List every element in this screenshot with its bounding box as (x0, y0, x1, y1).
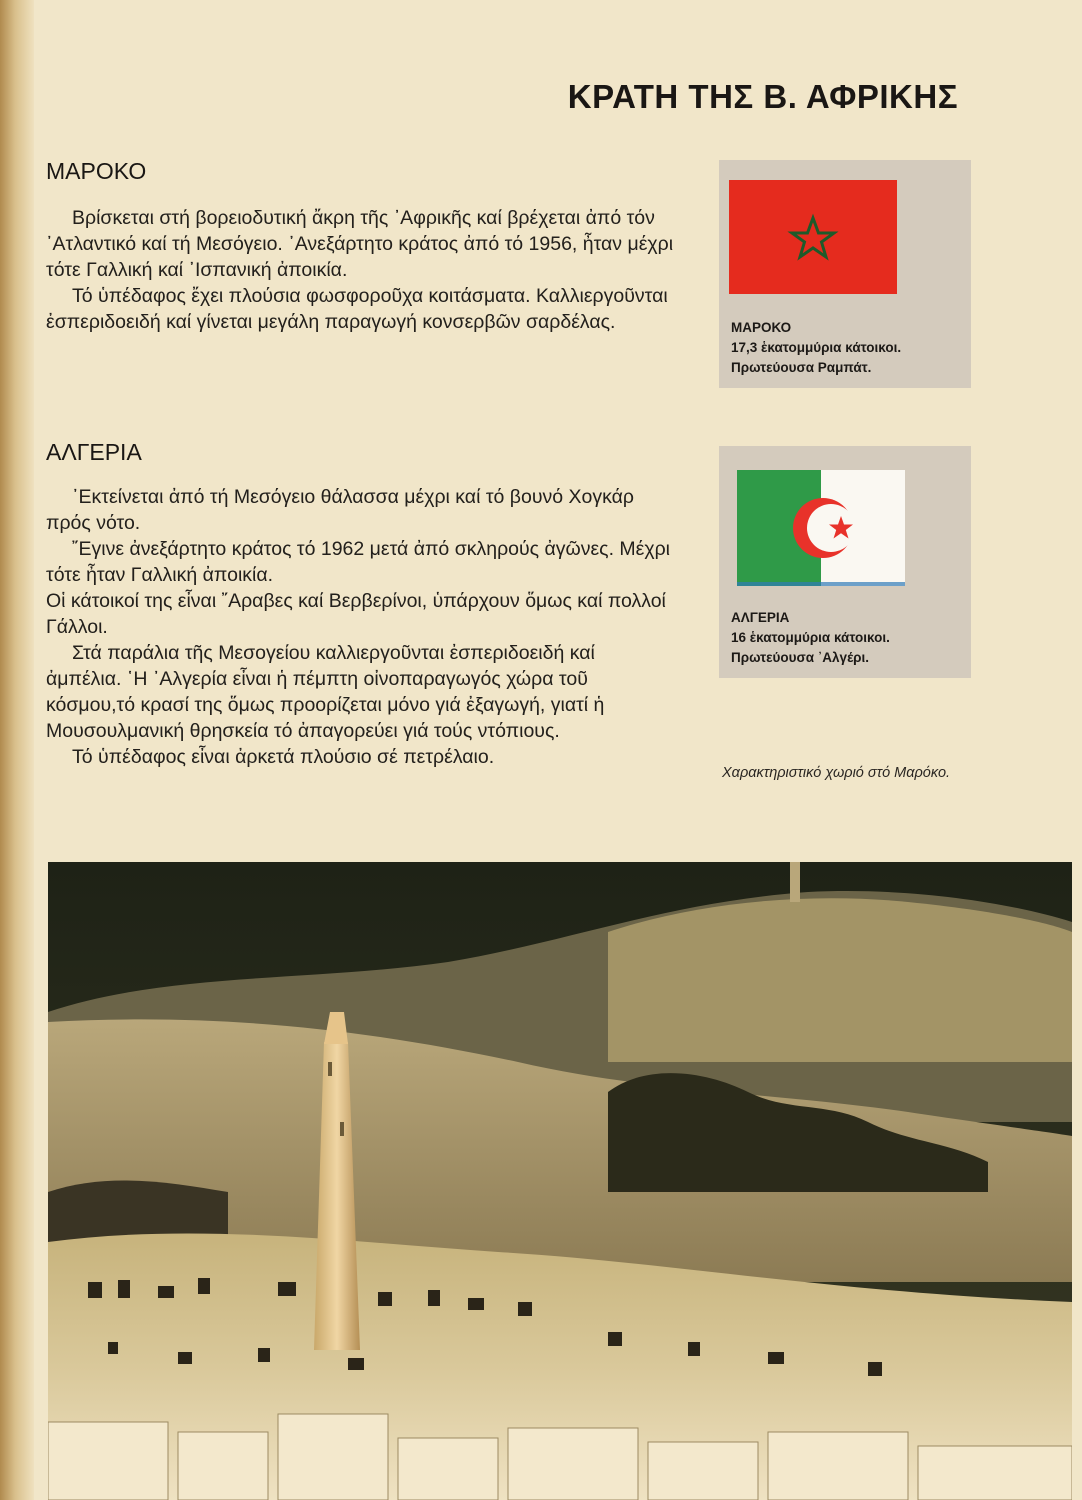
flag-caption-algeria (731, 608, 890, 668)
capital: Πρωτεύουσα Ραμπάτ. (731, 360, 872, 375)
paragraph: Βρίσκεται στή βορειοδυτική ἄκρη τῆς ᾿Αφρικῆς καί βρέχεται ἀπό τόν ᾿Ατλαντικό καί τή Μεσόγειο. ᾿Ανεξάρτητο κράτος ἀπό τό 1956, ἦταν μέχρι τότε Γαλλική καί ᾿Ισπανική ἀποικία. (46, 207, 674, 281)
paragraph: ᾿Εκτείνεται ἀπό τή Μεσόγειο θάλασσα μέχρι καί τό βουνό Χογκάρ πρός νότο. (46, 486, 635, 534)
algeria-flag (737, 470, 905, 586)
country-name: ΑΛΓΕΡΙΑ (731, 610, 790, 625)
country-name: ΜΑΡΟΚΟ (731, 320, 792, 335)
flag-card-algeria (719, 446, 971, 678)
population: 17,3 ἑκατομμύρια κάτοικοι. (731, 340, 902, 355)
photo-caption: Χαρακτηριστικό χωριό στό Μαρόκο. (722, 765, 951, 781)
paragraph: Τό ὑπέδαφος ἔχει πλούσια φωσφοροῦχα κοιτάσματα. Καλλιεργοῦνται ἐσπεριδοειδή καί γίνεται μεγάλη παραγωγή κονσερβῶν σαρδέλας. (46, 285, 668, 333)
morocco-text (46, 205, 674, 335)
paragraph: Στά παράλια τῆς Μεσογείου καλλιεργοῦνται ἐσπεριδοειδή καί ἀμπέλια. ῾Η ᾿Αλγερία εἶναι ἡ πέμπτη οἰνοπαραγωγός χώρα τοῦ κόσμου,τό κρασί της ὅμως προορίζεται μόνο γιά ἐξαγωγή, γιατί ἡ Μουσουλμανική θρησκεία τό ἀπαγορεύει γιά τούς ντόπιους. (46, 642, 605, 742)
section-heading-morocco: ΜΑΡΟΚΟ (46, 158, 147, 184)
paragraph: Τό ὑπέδαφος εἶναι ἀρκετά πλούσιο σέ πετρέλαιο. (72, 746, 495, 768)
population: 16 ἑκατομμύρια κάτοικοι. (731, 630, 890, 645)
star-icon (729, 180, 897, 294)
paragraph: ῎Εγινε ἀνεξάρτητο κράτος τό 1962 μετά ἀπό σκληρούς ἀγῶνες. Μέχρι τότε ἦταν Γαλλική ἀποικία. (46, 538, 671, 586)
paragraph: Οἱ κάτοικοί της εἶναι ῎Αραβες καί Βερβερίνοι, ὑπάρχουν ὅμως καί πολλοί Γάλλοι. (46, 590, 666, 638)
algeria-text (46, 484, 674, 770)
village-landscape-image (48, 862, 1072, 1500)
section-heading-algeria: ΑΛΓΕΡΙΑ (46, 439, 142, 465)
village-photo (48, 862, 1072, 1500)
flag-card-morocco (719, 160, 971, 388)
page-title: ΚΡΑΤΗ ΤΗΣ Β. ΑΦΡΙΚΗΣ (567, 78, 958, 115)
book-spine-shadow (0, 0, 34, 1500)
morocco-flag (729, 180, 897, 294)
capital: Πρωτεύουσα ᾿Αλγέρι. (731, 650, 870, 665)
flag-caption-morocco (731, 318, 901, 378)
